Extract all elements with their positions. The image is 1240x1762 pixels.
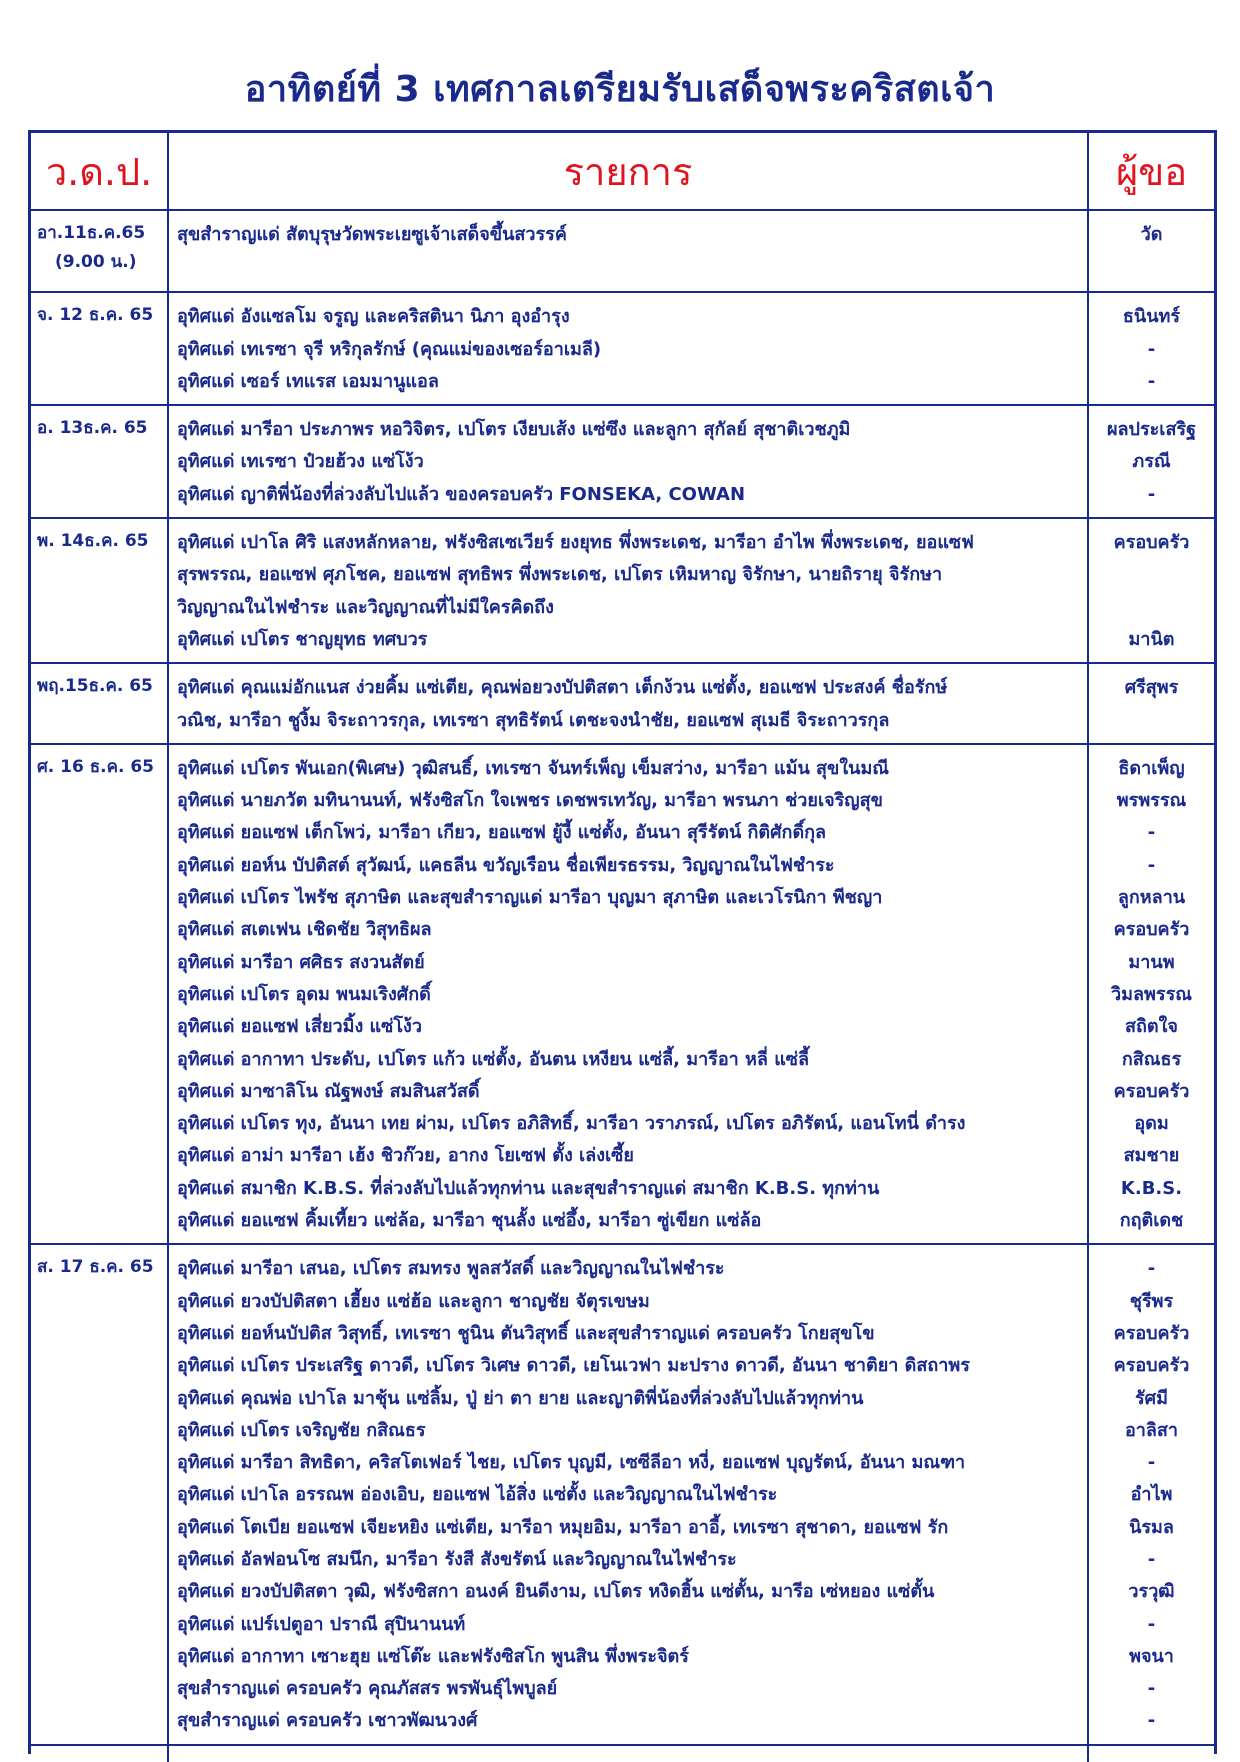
intention-line: อุทิศแด่ ยวงบัปติสตา เฮี้ยง แซ่ฮ้อ และลูกา ชาญชัย จัตุรเขษม [177, 1290, 650, 1312]
items-cell [168, 744, 1088, 1244]
requester-line: ครอบครัว [1113, 532, 1190, 554]
requester-line: รัศมี [1135, 1387, 1168, 1409]
requester-line: นิรมล [1129, 1516, 1174, 1538]
intention-line: อุทิศแด่ เปโตร อุดม พนมเริงศักดิ์ [177, 983, 431, 1005]
requester-line: สถิตใจ [1125, 1016, 1178, 1038]
requester-cell [1088, 744, 1214, 1244]
intention-line: สุขสำราญแด่ ครอบครัว เชาวพัฒนวงศ์ [177, 1710, 478, 1732]
intention-line: สุขสำราญแด่ ครอบครัว คุณภัสสร พรพันธุ์ไพบูลย์ [177, 1678, 558, 1700]
intention-line: สุรพรรณ, ยอแซฟ ศุภโชค, ยอแซฟ สุทธิพร พึ่งพระเดช, เปโตร เหิมหาญ จิรักษา, นายถิรายุ จิรักษา [177, 564, 943, 586]
table-body [31, 210, 1214, 1745]
intention-line: อุทิศแด่ ยอแซฟ คิ้มเที้ยว แซ่ล้อ, มารีอา ชุนลั้ง แซ่อึ้ง, มารีอา ซู่เขียก แซ่ล้อ [177, 1210, 762, 1232]
date-line: จ. 12 ธ.ค. 65 [37, 305, 154, 326]
requester-line: ครอบครัว [1113, 1355, 1190, 1377]
table-row [31, 518, 1214, 663]
date-line: พ. 14ธ.ค. 65 [37, 531, 149, 552]
intention-line: อุทิศแด่ คุณพ่อ เปาโล มาชุ้น แซ่ลิ้ม, ปู่ ย่า ตา ยาย และญาติพี่น้องที่ล่วงลับไปแล้วทุกท่าน [177, 1387, 864, 1409]
requester-line: ศรีสุพร [1124, 677, 1179, 699]
table-row [31, 292, 1214, 405]
intention-line: อุทิศแด่ เปโตร พันเอก(พิเศษ) วุฒิสนธิ์, เทเรซา จันทร์เพ็ญ เข็มสว่าง, มารีอา แม้น สุขในมณี [177, 757, 890, 779]
header-items: รายการ [168, 133, 1088, 210]
intention-line: อุทิศแด่ แปร์เปตูอา ปราณี สุปินานนท์ [177, 1613, 466, 1635]
intention-schedule-table [31, 133, 1214, 1762]
intention-line: อุทิศแด่ ยอห์นบัปติส วิสุทธิ์, เทเรซา ชูนิน ตันวิสุทธิ์ และสุขสำราญแด่ ครอบครัว โกยสุขโข [177, 1322, 875, 1344]
date-line: อา.11ธ.ค.65 [37, 223, 146, 243]
intention-line: อุทิศแด่ มาซาลิโน ณัฐพงษ์ สมสินสวัสดิ์ [177, 1080, 480, 1102]
requester-line: ครอบครัว [1113, 1322, 1190, 1344]
date-cell [31, 518, 168, 663]
intention-line: อุทิศแด่ มารีอา สิทธิดา, คริสโตเฟอร์ ไชย, เปโตร บุญมี, เซซีลีอา หงี่, ยอแซฟ บุญรัตน์, อันนา มณฑา [177, 1452, 966, 1474]
requester-line: มานพ [1128, 951, 1175, 973]
intention-line: วณิช, มารีอา ชูงิ้ม จิระถาวรกุล, เทเรซา สุทธิรัตน์ เตชะจงนำชัย, ยอแซฟ สุเมธี จิระถาวรกุล [177, 709, 890, 731]
intention-line: อุทิศแด่ ยอแซฟ เสี่ยวมิ้ง แซ่โง้ว [177, 1016, 422, 1038]
requester-line: - [1147, 1710, 1156, 1732]
requester-line: - [1147, 370, 1156, 392]
requester-line: ธิดาเพ็ญ [1118, 757, 1185, 779]
requester-line [1091, 559, 1212, 591]
requester-line: วิมลพรรณ [1111, 983, 1192, 1005]
requester-cell [1088, 405, 1214, 518]
intention-line: อุทิศแด่ ญาติพี่น้องที่ล่วงลับไปแล้ว ของครอบครัว FONSEKA, COWAN [177, 483, 746, 505]
intention-line: อุทิศแด่ เปโตร เจริญชัย กสิณธร [177, 1419, 426, 1441]
intention-line: อุทิศแด่ อากาทา ประดับ, เปโตร แก้ว แซ่ตั้ง, อันตน เหงียน แซ่ลี้, มารีอา หลี่ แซ่ลี้ [177, 1048, 810, 1070]
requester-line: - [1147, 1452, 1156, 1474]
table-row [31, 405, 1214, 518]
requester-line: ภรณี [1132, 451, 1171, 473]
intention-line: อุทิศแด่ มารีอา ศศิธร สงวนสัตย์ [177, 951, 425, 973]
requester-line: วรวุฒิ [1128, 1581, 1175, 1603]
table-row [31, 663, 1214, 744]
table-row [31, 210, 1214, 292]
requester-line: ผลประเสริฐ [1106, 419, 1197, 441]
intention-line: อุทิศแด่ นายภวัต มทินานนท์, ฟรังซิสโก ใจเพชร เดชพรเทวัญ, มารีอา พรนภา ช่วยเจริญสุข [177, 790, 883, 812]
schedule-table-frame [28, 130, 1217, 1754]
requester-line: กสิณธร [1121, 1048, 1182, 1070]
intention-line: วิญญาณในไฟชำระ และวิญญาณที่ไม่มีใครคิดถึง [177, 596, 554, 618]
items-cell [168, 663, 1088, 744]
intention-line: อุทิศแด่ เปโตร ทุง, อันนา เทย ผ่าม, เปโตร อภิสิทธิ์, มารีอา วราภรณ์, เปโตร อภิรัตน์, แอนโทนี่ ดำรง [177, 1113, 966, 1135]
table-row [31, 744, 1214, 1244]
requester-cell [1088, 210, 1214, 292]
requester-line: - [1147, 483, 1156, 505]
intention-line: อุทิศแด่ สเตเฟน เชิดชัย วิสุทธิผล [177, 919, 432, 941]
requester-line: มานิต [1128, 628, 1175, 650]
requester-line: K.B.S. [1120, 1177, 1183, 1199]
requester-line: ธนินทร์ [1122, 306, 1181, 328]
intention-line: อุทิศแด่ มารีอา ประภาพร หอวิจิตร, เปโตร เงียบเส้ง แซ่ซึง และลูกา สุกัลย์ สุชาติเวชภูมิ [177, 419, 851, 441]
requester-line: - [1147, 1613, 1156, 1635]
date-cell [31, 210, 168, 292]
table-row [31, 1244, 1214, 1744]
requester-line: - [1147, 854, 1156, 876]
requester-line: อำไพ [1130, 1484, 1173, 1506]
date-cell [31, 292, 168, 405]
intention-line: อุทิศแด่ เทเรซา ป๋วยฮ้วง แซ่โง้ว [177, 451, 424, 473]
page-title: อาทิตย์ที่ 3 เทศกาลเตรียมรับเสด็จพระคริสตเจ้า [244, 69, 996, 110]
requester-line: ลูกหลาน [1117, 887, 1186, 909]
requester-line: วัด [1140, 224, 1163, 245]
intention-line: อุทิศแด่ ยอแซฟ เต็กโพว่, มารีอา เกียว, ยอแซฟ ยู้งี้ แซ่ตั้ง, อันนา สุรีรัตน์ กิติศักดิ์กุล [177, 822, 827, 844]
requester-line: อุดม [1134, 1113, 1169, 1135]
date-line: (9.00 น.) [55, 252, 137, 272]
requester-line [1091, 705, 1212, 737]
requester-line: พจนา [1129, 1645, 1174, 1667]
intention-line: อุทิศแด่ โตเบีย ยอแซฟ เจียะหยิง แซ่เตีย, มารีอา หมุยอิม, มารีอา อาอี้, เทเรซา สุชาดา, ยอแซฟ รัก [177, 1516, 949, 1538]
intention-line: อุทิศแด่ คุณแม่อักแนส ง่วยคิ้ม แซ่เตีย, คุณพ่อยวงบัปติสตา เต็กง้วน แซ่ตั้ง, ยอแซฟ ประสงค์ ชื่อรักษ์ [177, 677, 948, 699]
requester-cell [1088, 663, 1214, 744]
intention-line: อุทิศแด่ เปโตร ประเสริฐ ดาวดี, เปโตร วิเศษ ดาวดี, เยโนเวฟา มะปราง ดาวดี, อันนา ชาติยา ดิสถาพร [177, 1355, 970, 1377]
intention-line: อุทิศแด่ ยวงบัปติสตา วุฒิ, ฟรังซิสกา อนงค์ ยินดีงาม, เปโตร หงิดฮิ้น แซ่ตั้น, มารีอ เซ่หยอง แซ่ตั้น [177, 1581, 935, 1603]
intention-line: อุทิศแด่ อัลฟอนโซ สมนึก, มารีอา รังสี สังขรัตน์ และวิญญาณในไฟชำระ [177, 1548, 737, 1570]
date-line: พฤ.15ธ.ค. 65 [37, 676, 153, 697]
requester-line: - [1147, 1678, 1156, 1700]
intention-line: อุทิศแด่ มารีอา เสนอ, เปโตร สมทรง พูลสวัสดิ์ และวิญญาณในไฟชำระ [177, 1258, 725, 1280]
intention-line: อุทิศแด่ เปาโล อรรณพ อ่องเอิบ, ยอแซฟ ไอ้สิ่ง แซ่ตั้ง และวิญญาณในไฟชำระ [177, 1484, 778, 1506]
items-cell [168, 292, 1088, 405]
requester-line: พรพรรณ [1116, 790, 1187, 812]
intention-line: อุทิศแด่ เปาโล ศิริ แสงหลักหลาย, ฟรังซิสเซเวียร์ ยงยุทธ พึ่งพระเดช, มารีอา อำไพ พึ่งพระเดช, ยอแซฟ [177, 532, 974, 554]
requester-line: - [1147, 1548, 1156, 1570]
date-line: ศ. 16 ธ.ค. 65 [37, 756, 154, 777]
intention-line: สุขสำราญแด่ สัตบุรุษวัดพระเยซูเจ้าเสด็จขึ้นสวรรค์ [177, 224, 567, 245]
requester-line: กฤติเดช [1119, 1210, 1184, 1232]
requester-cell [1088, 292, 1214, 405]
requester-line: สมชาย [1123, 1145, 1180, 1167]
table-header-row [31, 133, 1214, 210]
requester-line: อาลิสา [1124, 1419, 1179, 1441]
header-requester: ผู้ขอ [1088, 133, 1214, 210]
requester-line: ชุรีพร [1129, 1290, 1174, 1312]
items-cell [168, 1244, 1088, 1744]
requester-line [1091, 592, 1212, 624]
items-cell [168, 405, 1088, 518]
intention-line: อุทิศแด่ ยอห์น บัปติสต์ สุวัฒน์, แคธลีน ขวัญเรือน ชื่อเพียรธรรม, วิญญาณในไฟชำระ [177, 854, 835, 876]
date-cell [31, 405, 168, 518]
requester-cell [1088, 518, 1214, 663]
date-cell [31, 663, 168, 744]
date-line: ส. 17 ธ.ค. 65 [37, 1257, 154, 1278]
intention-line: อุทิศแด่ เทเรซา จุรี หริกุลรักษ์ (คุณแม่ของเซอร์อาเมลี) [177, 338, 602, 360]
items-cell [168, 518, 1088, 663]
header-date: ว.ด.ป. [31, 133, 168, 210]
intention-line: อุทิศแด่ อาม่า มารีอา เฮ้ง ชิวก๊วย, อากง โยเซฟ ตั้ง เล่งเซี้ย [177, 1145, 634, 1167]
requester-line: - [1147, 822, 1156, 844]
requester-line: - [1147, 338, 1156, 360]
requester-line: ครอบครัว [1113, 919, 1190, 941]
date-line: อ. 13ธ.ค. 65 [37, 418, 148, 439]
date-cell [31, 744, 168, 1244]
intention-line: อุทิศแด่ อากาทา เซาะฮุย แซ่โต๊ะ และฟรังซิสโก พูนสิน พึ่งพระจิตร์ [177, 1645, 689, 1667]
intention-line: อุทิศแด่ อังแซลโม จรูญ และคริสตินา นิภา อุงอำรุง [177, 306, 570, 328]
date-cell [31, 1244, 168, 1744]
items-cell [168, 210, 1088, 292]
requester-line: ครอบครัว [1113, 1080, 1190, 1102]
requester-line: - [1147, 1258, 1156, 1280]
intention-line: อุทิศแด่ เซอร์ เทแรส เอมมานูแอล [177, 370, 439, 392]
intention-line: อุทิศแด่ เปโตร ไพรัช สุภาษิต และสุขสำราญแด่ มารีอา บุญมา สุภาษิต และเวโรนิกา พีชญา [177, 887, 883, 909]
table-continuation-row [31, 1745, 1214, 1762]
intention-line: อุทิศแด่ เปโตร ชาญยุทธ ทศบวร [177, 628, 428, 650]
intention-line: อุทิศแด่ สมาชิก K.B.S. ที่ล่วงลับไปแล้วทุกท่าน และสุขสำราญแด่ สมาชิก K.B.S. ทุกท่าน [177, 1177, 880, 1199]
requester-cell [1088, 1244, 1214, 1744]
